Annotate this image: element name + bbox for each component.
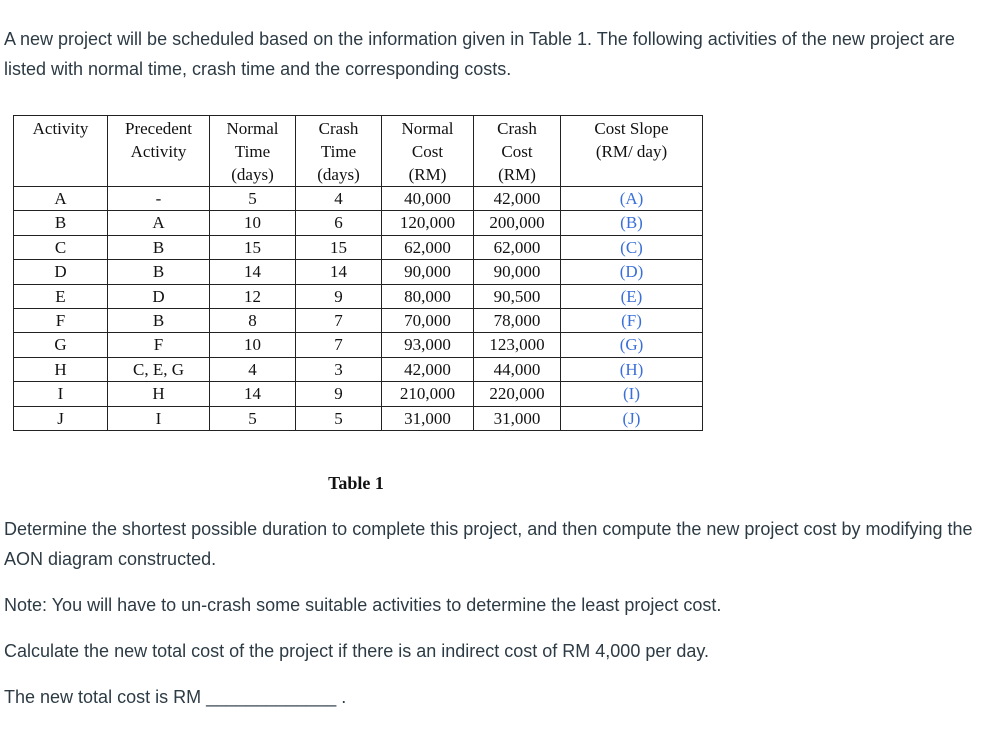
cell-precedent: F <box>108 333 210 357</box>
cell-cost-slope: (I) <box>561 382 703 406</box>
table-row <box>14 357 703 381</box>
table-header-row <box>14 116 703 187</box>
cell-activity: H <box>14 357 108 381</box>
cell-normal-time: 4 <box>210 357 296 381</box>
header-line: Activity <box>32 119 89 138</box>
cell-normal-cost: 120,000 <box>382 211 474 235</box>
cell-cost-slope: (J) <box>561 406 703 430</box>
cell-normal-cost: 70,000 <box>382 309 474 333</box>
cell-cost-slope: (E) <box>561 284 703 308</box>
header-cost-slope <box>561 116 703 187</box>
table-row <box>14 211 703 235</box>
cell-cost-slope: (A) <box>561 187 703 211</box>
cell-activity: J <box>14 406 108 430</box>
header-activity <box>14 116 108 187</box>
cell-precedent: C, E, G <box>108 357 210 381</box>
table-row <box>14 333 703 357</box>
cell-crash-time: 14 <box>296 260 382 284</box>
cell-precedent: D <box>108 284 210 308</box>
cell-normal-time: 12 <box>210 284 296 308</box>
header-line: (RM) <box>498 165 536 184</box>
cell-cost-slope: (G) <box>561 333 703 357</box>
cell-normal-time: 5 <box>210 406 296 430</box>
cell-activity: B <box>14 211 108 235</box>
header-line: Time <box>320 142 357 161</box>
cell-crash-cost: 200,000 <box>474 211 561 235</box>
cell-precedent: B <box>108 260 210 284</box>
cell-normal-cost: 40,000 <box>382 187 474 211</box>
cell-activity: A <box>14 187 108 211</box>
cell-normal-time: 8 <box>210 309 296 333</box>
activity-table <box>13 115 703 431</box>
cell-crash-time: 7 <box>296 309 382 333</box>
header-normal-time <box>210 116 296 187</box>
cell-activity: C <box>14 235 108 259</box>
header-line: (days) <box>317 165 360 184</box>
cell-normal-cost: 93,000 <box>382 333 474 357</box>
table-row <box>14 309 703 333</box>
header-normal-cost <box>382 116 474 187</box>
cell-precedent: H <box>108 382 210 406</box>
header-crash-cost <box>474 116 561 187</box>
cell-crash-time: 9 <box>296 284 382 308</box>
header-line: Normal <box>226 119 279 138</box>
cell-precedent: B <box>108 235 210 259</box>
cell-activity: D <box>14 260 108 284</box>
cell-crash-cost: 62,000 <box>474 235 561 259</box>
table-body <box>14 187 703 431</box>
cell-normal-time: 5 <box>210 187 296 211</box>
header-line: Crash <box>318 119 359 138</box>
table-row <box>14 187 703 211</box>
intro-paragraph: A new project will be scheduled based on the information given in Table 1. The following activities of the new project are listed with normal time, crash time and the corresponding costs. <box>4 29 955 79</box>
cell-cost-slope: (D) <box>561 260 703 284</box>
cell-crash-time: 3 <box>296 357 382 381</box>
header-line: (RM) <box>408 165 447 184</box>
cell-precedent: - <box>108 187 210 211</box>
note-paragraph: Note: You will have to un-crash some suitable activities to determine the least project cost. <box>4 595 722 615</box>
cell-activity: G <box>14 333 108 357</box>
cell-normal-cost: 42,000 <box>382 357 474 381</box>
cell-crash-cost: 90,000 <box>474 260 561 284</box>
table-row <box>14 235 703 259</box>
indirect-cost-paragraph: Calculate the new total cost of the project if there is an indirect cost of RM 4,000 per day. <box>4 641 710 661</box>
cell-cost-slope: (H) <box>561 357 703 381</box>
header-crash-time <box>296 116 382 187</box>
cell-cost-slope: (C) <box>561 235 703 259</box>
cell-normal-time: 14 <box>210 260 296 284</box>
cell-crash-cost: 78,000 <box>474 309 561 333</box>
table-row <box>14 382 703 406</box>
header-line: Precedent <box>124 119 193 138</box>
cell-precedent: A <box>108 211 210 235</box>
header-line: Crash <box>497 119 537 138</box>
cell-cost-slope: (B) <box>561 211 703 235</box>
header-line: (RM/ day) <box>595 142 668 161</box>
table-caption: Table 1 <box>328 473 384 493</box>
cell-crash-time: 9 <box>296 382 382 406</box>
table-row <box>14 284 703 308</box>
header-line: Cost <box>501 142 533 161</box>
cell-crash-time: 5 <box>296 406 382 430</box>
header-line: Normal <box>401 119 454 138</box>
cell-crash-cost: 90,500 <box>474 284 561 308</box>
header-line: (days) <box>231 165 274 184</box>
cell-normal-time: 15 <box>210 235 296 259</box>
cell-activity: I <box>14 382 108 406</box>
cell-crash-time: 15 <box>296 235 382 259</box>
cell-normal-cost: 210,000 <box>382 382 474 406</box>
header-line: Time <box>234 142 271 161</box>
cell-normal-time: 10 <box>210 211 296 235</box>
cell-precedent: I <box>108 406 210 430</box>
cell-cost-slope: (F) <box>561 309 703 333</box>
cell-crash-cost: 44,000 <box>474 357 561 381</box>
cell-crash-cost: 123,000 <box>474 333 561 357</box>
cell-normal-time: 14 <box>210 382 296 406</box>
answer-blank-paragraph: The new total cost is RM _____________ . <box>4 687 347 707</box>
header-line: Cost Slope <box>594 119 669 138</box>
cell-normal-cost: 31,000 <box>382 406 474 430</box>
cell-crash-cost: 220,000 <box>474 382 561 406</box>
cell-normal-time: 10 <box>210 333 296 357</box>
header-line: Activity <box>130 142 187 161</box>
cell-crash-cost: 42,000 <box>474 187 561 211</box>
cell-activity: F <box>14 309 108 333</box>
cell-normal-cost: 62,000 <box>382 235 474 259</box>
cell-precedent: B <box>108 309 210 333</box>
table-row <box>14 406 703 430</box>
cell-crash-cost: 31,000 <box>474 406 561 430</box>
question-paragraph: Determine the shortest possible duration to complete this project, and then compute the new project cost by modifying the AON diagram constructed. <box>4 519 973 569</box>
cell-crash-time: 7 <box>296 333 382 357</box>
cell-normal-cost: 90,000 <box>382 260 474 284</box>
cell-normal-cost: 80,000 <box>382 284 474 308</box>
cell-activity: E <box>14 284 108 308</box>
cell-crash-time: 4 <box>296 187 382 211</box>
cell-crash-time: 6 <box>296 211 382 235</box>
header-line: Cost <box>411 142 444 161</box>
header-precedent <box>108 116 210 187</box>
table-row <box>14 260 703 284</box>
